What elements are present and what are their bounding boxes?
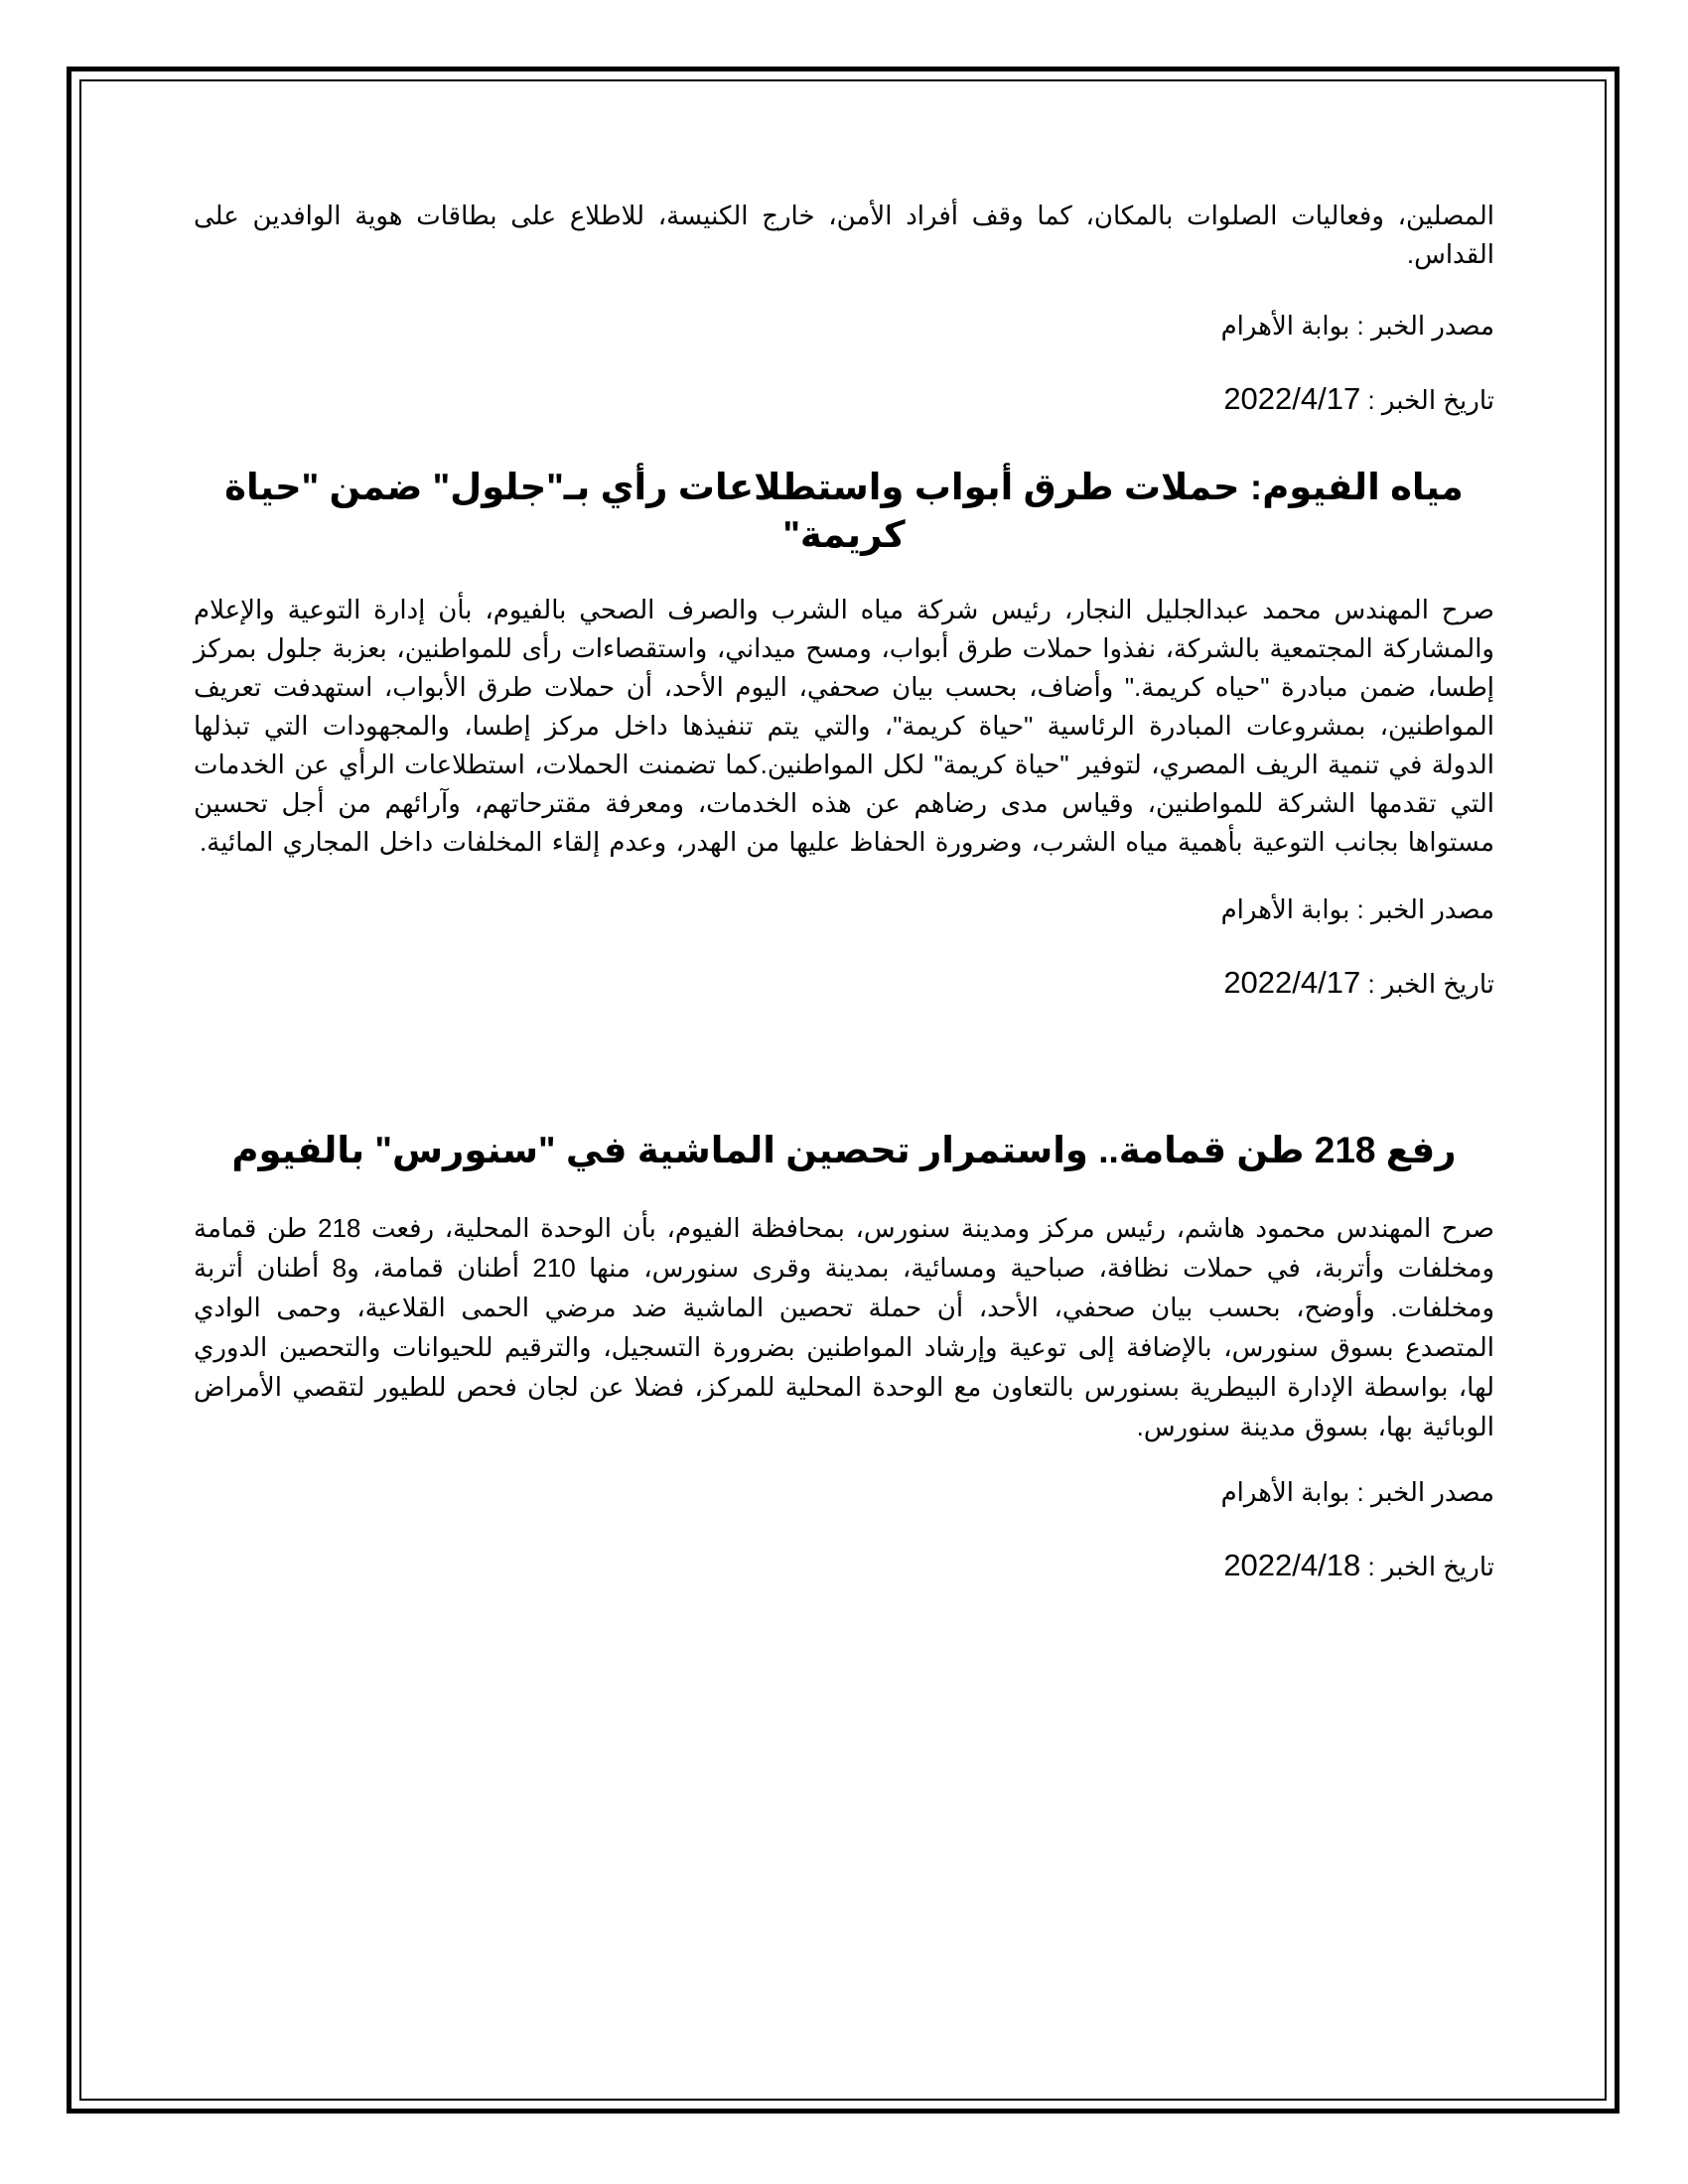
article-date-value: 2022/4/17 (1223, 965, 1361, 1000)
article-source: مصدر الخبر : بوابة الأهرام (1220, 311, 1494, 341)
article-date (194, 965, 1494, 1002)
article-date (194, 1548, 1494, 1584)
document-content (194, 197, 1494, 1584)
article-date-value: 2022/4/18 (1223, 1548, 1361, 1582)
article-body: صرح المهندس محمد عبدالجليل النجار، رئيس شركة مياه الشرب والصرف الصحي بالفيوم، بأن إدارة التوعية والإعلام والمشاركة المجتمعية بالشركة، نفذوا حملات طرق أبواب، ومسح ميداني، واستقصاءات رأى للمواطنين، بعزبة جلول بمركز إطسا، ضمن مبادرة "حياه كريمة." وأضاف، بحسب بيان صحفي، اليوم الأحد، أن حملات طرق الأبواب، استهدفت تعريف المواطنين، بمشروعات المبادرة الرئاسية "حياة كريمة"، والتي يتم تنفيذها داخل مركز إطسا، والمجهودات التي تبذلها الدولة في تنمية الريف المصري، لتوفير "حياة كريمة" لكل المواطنين.كما تضمنت الحملات، استطلاعات الرأي عن الخدمات التي تقدمها الشركة للمواطنين، وقياس مدى رضاهم عن هذه الخدمات، ومعرفة مقترحاتهم، وآرائهم من أجل تحسين مستواها بجانب التوعية بأهمية مياه الشرب، وضرورة الحفاظ عليها من الهدر، وعدم إلقاء المخلفات داخل المجاري المائية. (194, 595, 1494, 857)
article-date (194, 381, 1494, 418)
intro-paragraph: المصلين، وفعاليات الصلوات بالمكان، كما وقف أفراد الأمن، خارج الكنيسة، للاطلاع على بطاقات هوية الوافدين على القداس. (194, 201, 1494, 269)
article-headline: مياه الفيوم: حملات طرق أبواب واستطلاعات رأي بـ"جلول" ضمن "حياة كريمة" (224, 467, 1464, 555)
article-headline: رفع 218 طن قمامة.. واستمرار تحصين الماشية في "سنورس" بالفيوم (231, 1130, 1457, 1170)
article-source: مصدر الخبر : بوابة الأهرام (1220, 1477, 1494, 1507)
article-date-value: 2022/4/17 (1223, 381, 1361, 416)
article-date-label: تاريخ الخبر : (1367, 969, 1494, 999)
article-body: صرح المهندس محمود هاشم، رئيس مركز ومدينة سنورس، بمحافظة الفيوم، بأن الوحدة المحلية، رفعت 218 طن قمامة ومخلفات وأتربة، في حملات نظافة، صباحية ومسائية، بمدينة وقرى سنورس، منها 210 أطنان قمامة، و8 أطنان أتربة ومخلفات. وأوضح، بحسب بيان صحفي، الأحد، أن حملة تحصين الماشية ضد مرضي الحمى القلاعية، وحمى الوادي المتصدع بسوق سنورس، بالإضافة إلى توعية وإرشاد المواطنين بضرورة التسجيل، والترقيم للحيوانات والتحصين الدوري لها، بواسطة الإدارة البيطرية بسنورس بالتعاون مع الوحدة المحلية للمركز، فضلا عن لجان فحص للطيور لتقصي الأمراض الوبائية بها، بسوق مدينة سنورس. (194, 1213, 1495, 1441)
article-date-label: تاريخ الخبر : (1367, 385, 1494, 415)
article-date-label: تاريخ الخبر : (1367, 1552, 1494, 1581)
article-source: مصدر الخبر : بوابة الأهرام (1220, 894, 1494, 924)
